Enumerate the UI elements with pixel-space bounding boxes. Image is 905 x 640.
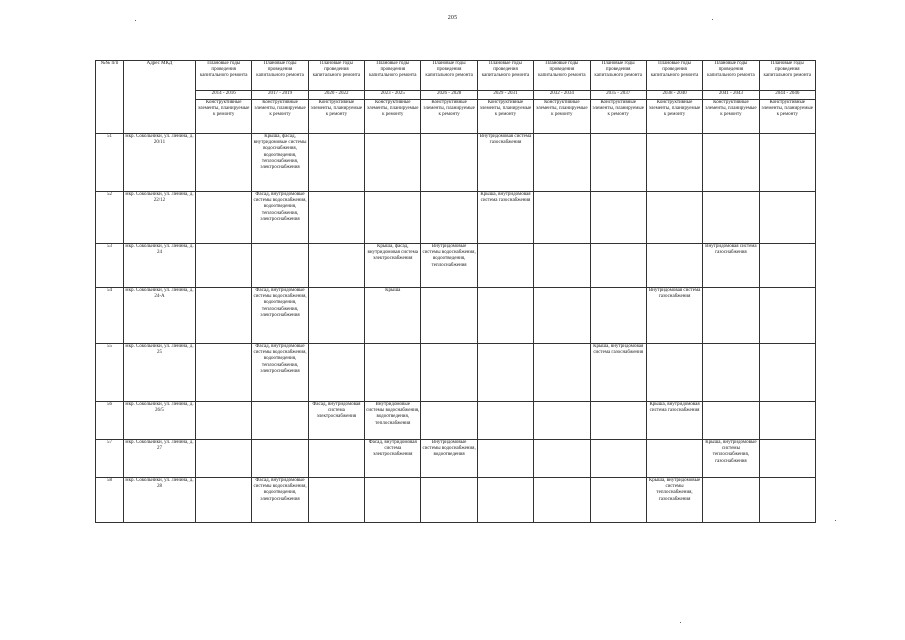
repair-elements-cell: [477, 344, 533, 402]
header-years: 2017 - 2019: [252, 91, 308, 100]
repair-elements-cell: [308, 478, 364, 523]
repair-elements-cell: Внутридомовые системы водоснабжения, водоотведения, теплоснабжения: [421, 244, 477, 288]
repair-elements-cell: [196, 288, 252, 344]
header-years: 2044 - 2046: [759, 91, 815, 100]
scan-speck: [135, 20, 136, 21]
repair-elements-cell: [421, 134, 477, 192]
header-years: 2014 - 2016: [196, 91, 252, 100]
repair-elements-cell: [759, 288, 815, 344]
row-number: 52: [96, 192, 124, 244]
header-elements: Конструктивные элементы, планируемые к ремонту: [421, 100, 477, 134]
table-row: [96, 192, 816, 244]
repair-elements-cell: [252, 244, 308, 288]
table-body: [96, 134, 816, 523]
repair-elements-cell: [308, 344, 364, 402]
repair-elements-cell: Внутридомовые системы водоснабжения, водоотведения, теплоснабжения: [365, 402, 421, 440]
header-years: 2020 - 2022: [308, 91, 364, 100]
table-row: [96, 478, 816, 523]
repair-elements-cell: [308, 134, 364, 192]
header-period: Плановые годы проведения капитального ремонта: [590, 61, 646, 91]
repair-elements-cell: [759, 344, 815, 402]
row-number: 53: [96, 244, 124, 288]
repair-elements-cell: [534, 402, 590, 440]
row-number: 51: [96, 134, 124, 192]
repair-elements-cell: [421, 192, 477, 244]
repair-elements-cell: [590, 288, 646, 344]
header-elements: Конструктивные элементы, планируемые к ремонту: [477, 100, 533, 134]
repair-elements-cell: [759, 192, 815, 244]
repair-elements-cell: Внутридомовые системы водоснабжения, водоотведения: [421, 440, 477, 478]
page-number: 205: [447, 15, 458, 21]
repair-elements-cell: [308, 192, 364, 244]
repair-elements-cell: [646, 440, 702, 478]
header-elements: Конструктивные элементы, планируемые к ремонту: [308, 100, 364, 134]
repair-elements-cell: Внутридомовая система газоснабжения: [477, 134, 533, 192]
repair-elements-cell: [534, 244, 590, 288]
repair-elements-cell: [759, 402, 815, 440]
repair-elements-cell: [534, 440, 590, 478]
repair-elements-cell: [308, 244, 364, 288]
repair-elements-cell: [196, 440, 252, 478]
repair-elements-cell: [759, 134, 815, 192]
repair-elements-cell: [590, 192, 646, 244]
header-period: Плановые годы проведения капитального ремонта: [252, 61, 308, 91]
repair-elements-cell: [196, 192, 252, 244]
row-address: мкр. Сокольники, ул. Ленина, д. 25: [124, 344, 196, 402]
repair-elements-cell: [365, 344, 421, 402]
header-elements: Конструктивные элементы, планируемые к ремонту: [646, 100, 702, 134]
table-row: [96, 440, 816, 478]
repair-elements-cell: [703, 288, 759, 344]
repair-elements-cell: [759, 440, 815, 478]
row-address: мкр. Сокольники, ул. Ленина, д. 28: [124, 478, 196, 523]
repair-elements-cell: [308, 440, 364, 478]
repair-elements-cell: [590, 478, 646, 523]
repair-elements-cell: Внутридомовая система газоснабжения: [646, 288, 702, 344]
table-row: [96, 344, 816, 402]
repair-elements-cell: [534, 288, 590, 344]
table-row: [96, 288, 816, 344]
repair-elements-cell: [196, 402, 252, 440]
scan-speck: [712, 19, 713, 20]
header-row-years: [96, 91, 816, 100]
repair-elements-cell: [365, 192, 421, 244]
repair-elements-cell: [477, 244, 533, 288]
row-address: мкр. Сокольники, ул. Ленина, д. 24: [124, 244, 196, 288]
table-row: [96, 134, 816, 192]
header-period: Плановые годы проведения капитального ремонта: [703, 61, 759, 91]
row-number: 57: [96, 440, 124, 478]
repair-elements-cell: Крыша, внутридомовые системы теплоснабжения, газоснабжения: [646, 478, 702, 523]
header-elements: Конструктивные элементы, планируемые к ремонту: [703, 100, 759, 134]
repair-elements-cell: [477, 402, 533, 440]
header-row-elements: [96, 100, 816, 134]
header-address: Адрес МКД: [124, 61, 196, 134]
repair-elements-cell: [534, 192, 590, 244]
repair-elements-cell: [477, 440, 533, 478]
repair-elements-cell: Крыша, внутридомовые системы теплоснабжения, газоснабжения: [703, 440, 759, 478]
repair-elements-cell: [646, 344, 702, 402]
repair-elements-cell: Фасад, внутридомовая система электроснабжения: [365, 440, 421, 478]
header-row-periods: [96, 61, 816, 91]
repair-elements-cell: [703, 344, 759, 402]
row-number: 56: [96, 402, 124, 440]
repair-elements-cell: [590, 244, 646, 288]
repair-elements-cell: [421, 288, 477, 344]
row-address: мкр. Сокольники, ул. Ленина, д. 27: [124, 440, 196, 478]
row-address: мкр. Сокольники, ул. Ленина, д. 22/12: [124, 192, 196, 244]
repair-elements-cell: [590, 440, 646, 478]
repair-elements-cell: Фасад, внутридомовые системы водоснабжения, водоотведения, теплоснабжения, электроснабжения: [252, 288, 308, 344]
table-row: [96, 244, 816, 288]
repair-elements-cell: Фасад, внутридомовые системы водоснабжения, водоотведения, электроснабжения: [252, 478, 308, 523]
scan-speck: [835, 520, 836, 521]
repair-elements-cell: [252, 440, 308, 478]
repair-elements-cell: [365, 134, 421, 192]
repair-elements-cell: [590, 134, 646, 192]
repair-elements-cell: [196, 478, 252, 523]
repair-elements-cell: Фасад, внутридомовые системы водоснабжения, водоотведения, теплоснабжения, электроснабжения: [252, 192, 308, 244]
header-elements: Конструктивные элементы, планируемые к ремонту: [590, 100, 646, 134]
repair-elements-cell: [308, 288, 364, 344]
repair-elements-cell: [646, 134, 702, 192]
header-period: Плановые годы проведения капитального ремонта: [196, 61, 252, 91]
repair-elements-cell: [703, 402, 759, 440]
repair-elements-cell: [421, 478, 477, 523]
scan-speck: [680, 622, 681, 623]
table-row: [96, 402, 816, 440]
repair-elements-cell: [590, 402, 646, 440]
repair-elements-cell: Крыша, внутридомовая система газоснабжения: [590, 344, 646, 402]
header-period: Плановые годы проведения капитального ремонта: [534, 61, 590, 91]
repair-elements-cell: [421, 402, 477, 440]
repair-elements-cell: [196, 134, 252, 192]
header-period: Плановые годы проведения капитального ремонта: [477, 61, 533, 91]
header-years: 2029 - 2031: [477, 91, 533, 100]
row-number: 58: [96, 478, 124, 523]
header-num: №№ п/п: [96, 61, 124, 134]
repair-elements-cell: [477, 478, 533, 523]
header-period: Плановые годы проведения капитального ремонта: [308, 61, 364, 91]
repair-elements-cell: [421, 344, 477, 402]
repair-elements-cell: [703, 134, 759, 192]
row-number: 55: [96, 344, 124, 402]
repair-elements-cell: Крыша: [365, 288, 421, 344]
header-years: 2023 - 2025: [365, 91, 421, 100]
repair-elements-cell: [477, 288, 533, 344]
row-address: мкр. Сокольники, ул. Ленина, д. 26/5: [124, 402, 196, 440]
repair-elements-cell: Крыша, фасад, внутридомовые системы водоснабжения, водоотведения, теплоснабжения, электроснабжения: [252, 134, 308, 192]
repair-elements-cell: [534, 344, 590, 402]
repair-elements-cell: [646, 192, 702, 244]
header-elements: Конструктивные элементы, планируемые к ремонту: [252, 100, 308, 134]
repair-elements-cell: [703, 192, 759, 244]
header-years: 2041 - 2043: [703, 91, 759, 100]
header-elements: Конструктивные элементы, планируемые к ремонту: [196, 100, 252, 134]
repair-elements-cell: [365, 478, 421, 523]
header-elements: Конструктивные элементы, планируемые к ремонту: [759, 100, 815, 134]
row-number: 54: [96, 288, 124, 344]
capital-repair-schedule-table: [95, 60, 816, 523]
repair-elements-cell: [252, 402, 308, 440]
repair-elements-cell: [703, 478, 759, 523]
header-period: Плановые годы проведения капитального ремонта: [759, 61, 815, 91]
header-period: Плановые годы проведения капитального ремонта: [421, 61, 477, 91]
repair-elements-cell: [534, 478, 590, 523]
header-elements: Конструктивные элементы, планируемые к ремонту: [365, 100, 421, 134]
header-years: 2032 - 2034: [534, 91, 590, 100]
repair-elements-cell: [534, 134, 590, 192]
repair-elements-cell: Фасад, внутридомовая система электроснабжения: [308, 402, 364, 440]
header-years: 2035 - 2037: [590, 91, 646, 100]
repair-elements-cell: [759, 244, 815, 288]
repair-elements-cell: Фасад, внутридомовые системы водоснабжения, водоотведения, теплоснабжения, электроснабжения: [252, 344, 308, 402]
repair-elements-cell: [196, 244, 252, 288]
repair-elements-cell: Крыша, внутридомовая система газоснабжения: [477, 192, 533, 244]
repair-elements-cell: [646, 244, 702, 288]
header-elements: Конструктивные элементы, планируемые к ремонту: [534, 100, 590, 134]
repair-elements-cell: [759, 478, 815, 523]
repair-elements-cell: Внутридомовая система газоснабжения: [703, 244, 759, 288]
repair-elements-cell: Крыша, внутридомовая система газоснабжения: [646, 402, 702, 440]
repair-elements-cell: [196, 344, 252, 402]
header-years: 2038 - 2040: [646, 91, 702, 100]
row-address: мкр. Сокольники, ул. Ленина, д. 20/11: [124, 134, 196, 192]
header-years: 2026 - 2028: [421, 91, 477, 100]
repair-elements-cell: Крыша, фасад, внутридомовая система электроснабжения: [365, 244, 421, 288]
header-period: Плановые годы проведения капитального ремонта: [646, 61, 702, 91]
header-period: Плановые годы проведения капитального ремонта: [365, 61, 421, 91]
row-address: мкр. Сокольники, ул. Ленина, д. 24-А: [124, 288, 196, 344]
